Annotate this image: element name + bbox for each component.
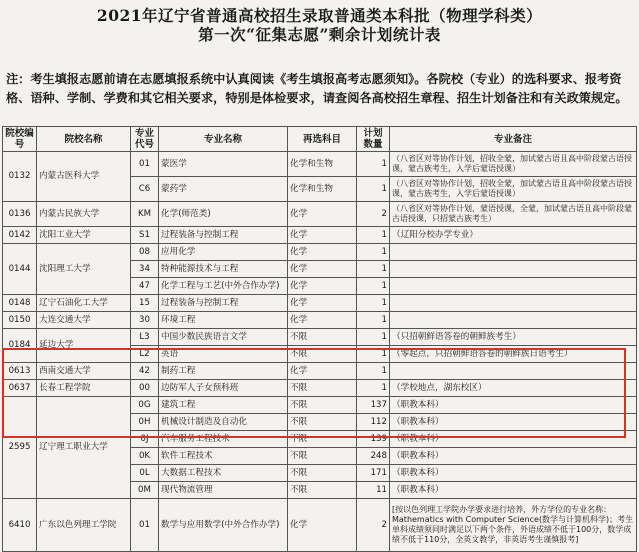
- school-code-cell: 0637: [3, 380, 37, 397]
- major-name-cell: 数学与应用数学(中外合作办学): [159, 499, 288, 552]
- major-code-cell: 01: [131, 152, 159, 177]
- subjects-cell: 化学: [288, 363, 357, 380]
- major-name-cell: 边防军人子女预科班: [159, 380, 288, 397]
- school-name-cell: 沈阳理工大学: [37, 244, 131, 295]
- subjects-cell: 化学: [288, 278, 357, 295]
- table-row: [3, 152, 637, 177]
- count-cell: 11: [357, 482, 390, 499]
- count-cell: 1: [357, 244, 390, 261]
- table-row: [3, 312, 637, 329]
- table-row: [3, 244, 637, 261]
- remark-cell: （学校地点，湖东校区）: [390, 380, 637, 397]
- major-code-cell: 30: [131, 312, 159, 329]
- major-name-cell: 环境工程: [159, 312, 288, 329]
- header-count: 计划数量: [357, 127, 390, 152]
- count-cell: 1: [357, 261, 390, 278]
- school-name-cell: 广东以色列理工学院: [37, 499, 131, 552]
- subjects-cell: 不限: [288, 431, 357, 448]
- school-name-cell: 内蒙古民族大学: [37, 202, 131, 227]
- remark-cell: （职教本科）: [390, 482, 637, 499]
- remark-cell: [390, 295, 637, 312]
- school-code-cell: 0184: [3, 329, 37, 363]
- table-body: [3, 152, 637, 552]
- remark-cell: （辽阳分校办学专业）: [390, 227, 637, 244]
- count-cell: 2: [357, 202, 390, 227]
- table-row: [3, 227, 637, 244]
- school-code-cell: 0136: [3, 202, 37, 227]
- school-code-cell: 2595: [3, 397, 37, 499]
- count-cell: 1: [357, 312, 390, 329]
- subjects-cell: 化学: [288, 244, 357, 261]
- table-row: [3, 202, 637, 227]
- remark-cell: （零起点，只招朝鲜语答卷的朝鲜族日语考生）: [390, 346, 637, 363]
- remark-cell: （职教本科）: [390, 397, 637, 414]
- major-code-cell: 42: [131, 363, 159, 380]
- remark-cell: （八省区对等协作计划，招收全蒙，加试蒙古语且高中阶段蒙古语授课，蒙古族考生，入学后蒙语授课）: [390, 177, 637, 202]
- remark-cell: （职教本科）: [390, 431, 637, 448]
- major-name-cell: 机械设计制造及自动化: [159, 414, 288, 431]
- remark-cell: （只招朝鲜语答卷的朝鲜族考生）: [390, 329, 637, 346]
- major-name-cell: 汽车服务工程技术: [159, 431, 288, 448]
- major-code-cell: 15: [131, 295, 159, 312]
- plan-table: [2, 126, 637, 552]
- header-code: 院校编号: [3, 127, 37, 152]
- school-code-cell: 0150: [3, 312, 37, 329]
- major-code-cell: 47: [131, 278, 159, 295]
- major-name-cell: 现代物流管理: [159, 482, 288, 499]
- subjects-cell: 化学和生物: [288, 177, 357, 202]
- subjects-cell: 化学: [288, 499, 357, 552]
- title-line-1: 2021年辽宁省普通高校招生录取普通类本科批（物理学科类）: [96, 6, 543, 25]
- count-cell: 2: [357, 499, 390, 552]
- subjects-cell: 化学和生物: [288, 152, 357, 177]
- subjects-cell: 不限: [288, 397, 357, 414]
- remark-cell: [390, 244, 637, 261]
- remark-cell: （职教本科）: [390, 448, 637, 465]
- table-row: [3, 499, 637, 552]
- school-code-cell: 0142: [3, 227, 37, 244]
- table-row: [3, 295, 637, 312]
- major-code-cell: S1: [131, 227, 159, 244]
- count-cell: 112: [357, 414, 390, 431]
- count-cell: 139: [357, 431, 390, 448]
- major-code-cell: 0G: [131, 397, 159, 414]
- subjects-cell: 化学: [288, 312, 357, 329]
- major-name-cell: 应用化学: [159, 244, 288, 261]
- subjects-cell: 化学: [288, 261, 357, 278]
- title-line-2: 第一次“征集志愿”剩余计划统计表: [198, 25, 441, 44]
- header-major-code: 专业代号: [131, 127, 159, 152]
- header-subjects: 再选科目: [288, 127, 357, 152]
- school-code-cell: 0613: [3, 363, 37, 380]
- major-name-cell: 特种能源技术与工程: [159, 261, 288, 278]
- subjects-cell: 化学: [288, 227, 357, 244]
- table-row: [3, 363, 637, 380]
- remark-cell: （八省区对等协作计划，招收全蒙，加试蒙古语且高中阶段蒙古语授课，蒙古族考生，入学后蒙语授课）: [390, 152, 637, 177]
- major-code-cell: 0H: [131, 414, 159, 431]
- major-name-cell: 大数据工程技术: [159, 465, 288, 482]
- table-row: [3, 329, 637, 346]
- school-code-cell: 6410: [3, 499, 37, 552]
- school-code-cell: 0148: [3, 295, 37, 312]
- subjects-cell: 不限: [288, 380, 357, 397]
- count-cell: 1: [357, 380, 390, 397]
- count-cell: 1: [357, 278, 390, 295]
- school-code-cell: 0144: [3, 244, 37, 295]
- count-cell: 248: [357, 448, 390, 465]
- major-name-cell: 软件工程技术: [159, 448, 288, 465]
- school-name-cell: 西南交通大学: [37, 363, 131, 380]
- document-title: [0, 6, 639, 44]
- school-name-cell: 沈阳工业大学: [37, 227, 131, 244]
- major-code-cell: C6: [131, 177, 159, 202]
- subjects-cell: 化学: [288, 295, 357, 312]
- remark-cell: （八省区对等协作计划，蒙语授课，全蒙，加试蒙古语且高中阶段蒙古语授课，只招蒙古族考生）: [390, 202, 637, 227]
- major-name-cell: 化学工程与工艺(中外合作办学): [159, 278, 288, 295]
- major-name-cell: 建筑工程: [159, 397, 288, 414]
- major-code-cell: 0L: [131, 465, 159, 482]
- remark-cell: （职教本科）: [390, 465, 637, 482]
- school-name-cell: 内蒙古医科大学: [37, 152, 131, 202]
- major-code-cell: 01: [131, 499, 159, 552]
- major-name-cell: 英语: [159, 346, 288, 363]
- subjects-cell: 不限: [288, 414, 357, 431]
- count-cell: 1: [357, 152, 390, 177]
- school-name-cell: 延边大学: [37, 329, 131, 363]
- count-cell: 137: [357, 397, 390, 414]
- major-code-cell: 0M: [131, 482, 159, 499]
- major-name-cell: 中国少数民族语言文学: [159, 329, 288, 346]
- major-code-cell: 08: [131, 244, 159, 261]
- major-name-cell: 化学(师范类): [159, 202, 288, 227]
- count-cell: 1: [357, 177, 390, 202]
- major-code-cell: 00: [131, 380, 159, 397]
- major-code-cell: L3: [131, 329, 159, 346]
- subjects-cell: 不限: [288, 482, 357, 499]
- major-code-cell: L2: [131, 346, 159, 363]
- subjects-cell: 不限: [288, 346, 357, 363]
- major-name-cell: 过程装备与控制工程: [159, 295, 288, 312]
- table-row: [3, 397, 637, 414]
- count-cell: 1: [357, 295, 390, 312]
- remark-cell: [390, 278, 637, 295]
- school-name-cell: 辽宁石油化工大学: [37, 295, 131, 312]
- school-name-cell: 大连交通大学: [37, 312, 131, 329]
- major-code-cell: 0K: [131, 448, 159, 465]
- remark-cell: [390, 261, 637, 278]
- major-code-cell: 0J: [131, 431, 159, 448]
- school-code-cell: 0132: [3, 152, 37, 202]
- major-name-cell: 过程装备与控制工程: [159, 227, 288, 244]
- subjects-cell: 化学: [288, 202, 357, 227]
- remark-cell: （职教本科）: [390, 414, 637, 431]
- plan-table-wrapper: [2, 126, 636, 552]
- count-cell: 1: [357, 363, 390, 380]
- table-header-row: [3, 127, 637, 152]
- school-name-cell: 长春工程学院: [37, 380, 131, 397]
- count-cell: 171: [357, 465, 390, 482]
- count-cell: 1: [357, 346, 390, 363]
- count-cell: 1: [357, 329, 390, 346]
- subjects-cell: 不限: [288, 465, 357, 482]
- major-code-cell: 34: [131, 261, 159, 278]
- notice-text: 注：考生填报志愿前请在志愿填报系统中认真阅读《考生填报高考志愿须知》。各院校（专业）的选科要求、报考资格、语种、学制、学费和其它相关要求，特别是体检要求，请查阅各高校招生章程、招生计划备注和有关政策规定。: [6, 72, 628, 105]
- count-cell: 1: [357, 227, 390, 244]
- major-code-cell: KM: [131, 202, 159, 227]
- remark-cell: [390, 363, 637, 380]
- major-name-cell: 蒙药学: [159, 177, 288, 202]
- subjects-cell: 不限: [288, 448, 357, 465]
- header-major-name: 专业名称: [159, 127, 288, 152]
- major-name-cell: 制药工程: [159, 363, 288, 380]
- major-name-cell: 蒙医学: [159, 152, 288, 177]
- remark-cell: [按以色列理工学院办学要求进行培养，外方学位的专业名称：Mathematics with Computer Science(数学与计算机科学)；考生单科成绩须同时满足以下两个条件，外语成绩不低于100分，数学成绩不低于110分，全英文教学，非英语考生谨慎报考]: [390, 499, 637, 552]
- header-name: 院校名称: [37, 127, 131, 152]
- school-name-cell: 辽宁理工职业大学: [37, 397, 131, 499]
- remark-cell: [390, 312, 637, 329]
- header-remark: 专业备注: [390, 127, 637, 152]
- subjects-cell: 不限: [288, 329, 357, 346]
- table-row: [3, 380, 637, 397]
